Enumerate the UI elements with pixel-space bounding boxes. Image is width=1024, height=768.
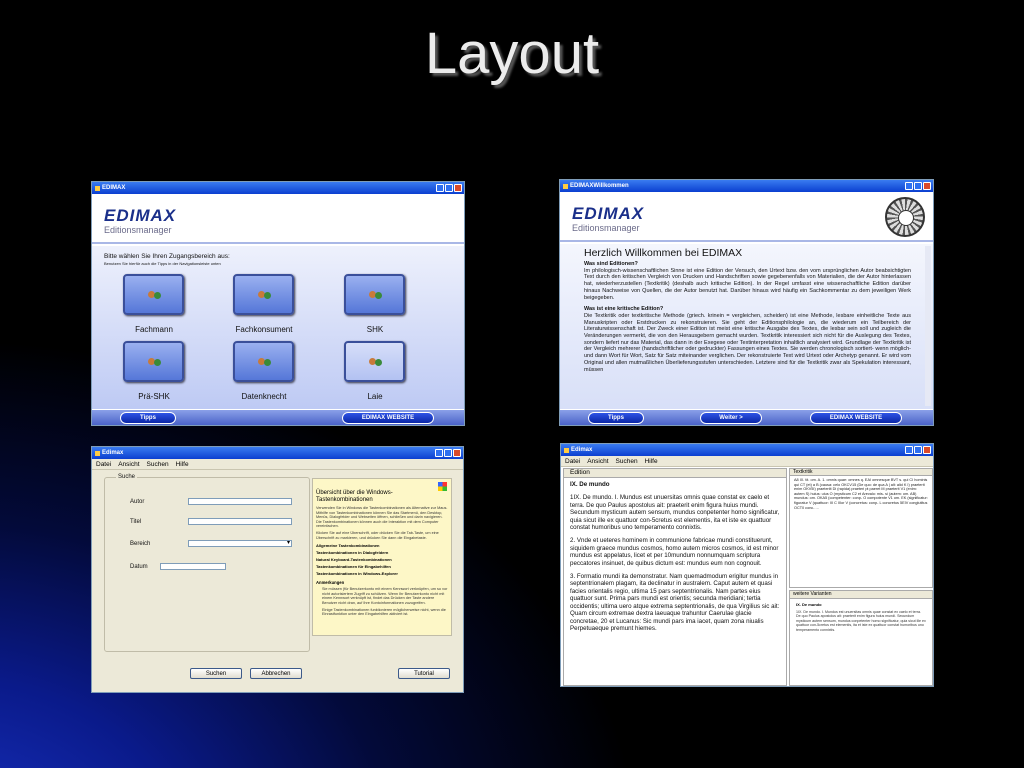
- help-link[interactable]: Allgemeine Tastenkombinationen: [316, 543, 380, 549]
- tile-label: Datenknecht: [241, 392, 287, 401]
- logo-subtitle: Editionsmanager: [572, 223, 640, 233]
- nav-bar: [92, 409, 464, 425]
- help-pane: [312, 478, 452, 636]
- access-area: [92, 246, 464, 425]
- help-link[interactable]: Tastenkombinationen für Eingabehilfen: [316, 564, 391, 570]
- users-icon: [369, 290, 383, 301]
- users-icon: [148, 357, 162, 368]
- menu-datei[interactable]: Datei: [565, 457, 581, 465]
- title-bar[interactable]: [561, 444, 933, 456]
- help-link[interactable]: Tastenkombinationen in Windows-Explorer: [316, 571, 398, 577]
- datum-field[interactable]: [160, 563, 226, 570]
- tab-varianten[interactable]: weitere Varianten: [790, 591, 932, 599]
- titel-field[interactable]: [188, 518, 292, 525]
- tile-label: Laie: [367, 392, 383, 401]
- window-title: Edimax: [571, 447, 593, 453]
- close-button[interactable]: [923, 182, 931, 190]
- window-title: EDIMAXWillkommen: [570, 183, 629, 189]
- minimize-button[interactable]: [905, 182, 913, 190]
- users-icon: [258, 357, 272, 368]
- menu-ansicht[interactable]: Ansicht: [118, 460, 140, 468]
- cancel-button[interactable]: Abbrechen: [250, 668, 302, 679]
- title-bar[interactable]: [560, 180, 933, 192]
- minimize-button[interactable]: [435, 449, 443, 457]
- edition-pane: [563, 468, 787, 686]
- tile-prae-shk[interactable]: [123, 341, 184, 382]
- app-icon: [95, 186, 100, 191]
- varianten-title: IX. De mundo: [796, 602, 822, 607]
- header-banner: [560, 192, 933, 242]
- menu-suchen[interactable]: Suchen: [615, 457, 638, 465]
- users-icon: [148, 290, 162, 301]
- maximize-button[interactable]: [914, 182, 922, 190]
- help-title: Übersicht über die Windows-Tastenkombinationen: [316, 490, 393, 503]
- edimax-welcome-window: [559, 179, 934, 426]
- tile-label: Fachmann: [135, 325, 173, 334]
- bereich-select[interactable]: [188, 540, 292, 547]
- maximize-button[interactable]: [445, 184, 453, 192]
- users-icon: [369, 357, 383, 368]
- autor-field[interactable]: [188, 498, 292, 505]
- varianten-pane: [789, 590, 933, 686]
- search-button[interactable]: Suchen: [190, 668, 242, 679]
- nav-bar: [560, 409, 933, 425]
- datum-label: Datum: [130, 564, 148, 570]
- menu-hilfe[interactable]: Hilfe: [175, 460, 189, 468]
- help-text: Verwenden Sie in Windows die Tastenkombinationen als Alternative zur Maus. Mithilfe von Tastenkombinationen können Sie das Startmenü, den Desktop, Menüs, Dialogfelder und Webseiten öffnen, schließen und darin navigieren. Die Tastenkombinationen können auch die Interaktion mit dem Computer vereinfachen.: [316, 506, 448, 529]
- tile-datenknecht[interactable]: [233, 341, 294, 382]
- access-hint: Benutzen Sie hierfür auch die Tipps in der Navigationsleiste unten: [104, 261, 221, 266]
- website-button[interactable]: EDIMAX WEBSITE: [810, 412, 902, 424]
- app-icon: [563, 184, 568, 189]
- note-item: Einige Tastenkombinationen funktionieren möglicherweise nicht, wenn die Einrastfunktion unter den Eingabehilfen aktiviert ist.: [322, 607, 446, 617]
- edition-text: [564, 478, 786, 635]
- maximize-button[interactable]: [914, 446, 922, 454]
- menu-datei[interactable]: Datei: [96, 460, 112, 468]
- notes-title[interactable]: Anmerkungen: [316, 580, 345, 586]
- header-banner: [92, 194, 464, 244]
- paragraph-2: 2. Vnde et ueteres hominem in communione fabricae mundi constituerunt, siquidem graece mundus cosmos, homo autem micros cosmos, id est minor mundus est appelatus, licet et per 10mundum nonnumquam scriptura peccatores insinuet, de quibus dictum est: mundus eum non cognouit.: [570, 537, 779, 567]
- welcome-heading: Herzlich Willkommen bei EDIMAX: [584, 247, 743, 259]
- search-group-label: Suche: [118, 474, 136, 480]
- minimize-button[interactable]: [905, 446, 913, 454]
- tile-fachkonsument[interactable]: [233, 274, 294, 315]
- edimax-search-window: [91, 446, 464, 693]
- close-button[interactable]: [923, 446, 931, 454]
- tile-fachmann[interactable]: [123, 274, 184, 315]
- chevron-down-icon: ▾: [286, 540, 290, 546]
- tile-label: Prä-SHK: [138, 392, 170, 401]
- tile-laie[interactable]: [344, 341, 405, 382]
- edimax-logo: EDIMAX: [572, 204, 645, 223]
- varianten-text: 1IX. De mundo. I. Mundus est unuersitas omnis quae constat ex caelo et terra. De quo Paulus apostolus ait: praeterit enim figura huius mundi. Secundum mysticum autem sensum, mundus conpetenter homo significatur, quia sicut ille ex quattuor con-5cretus est elementis, ita et iste ex quattuor constat humoribus uno temperamento connixtis.: [796, 610, 926, 632]
- answer-2: Die Textkritik oder textkritische Methode (griech. krinein = vergleichen, scheiden) ist eine Methode, lesbare einheitliche Texte aus Manuskripten oder Erstdrucken zu rekonstruieren. Sie geht der Editionsphilologie an, die wiederum ein Teilbereich der Literaturwissenschaft ist. Der Zweck einer Edition ist meist eine kritische Ausgabe des Textes, die lesbar sein soll und zugleich die Veränderungen vermerkt, die von den Herausgebern gemacht wurden. Textkritik interessiert sich nicht für die Auslegung des Textes, sondern liefert nur das Material, das dann in der Exegese oder Textinterpretation inhaltlich analysiert wird. Grundlage der Textkritik ist der Vergleich mehrerer (handschriftlicher oder gedruckter) Fassungen eines Textes. Sie werden chronologisch sortiert- wenn möglich-und dann Wort für Wort, Satz für Satz miteinander verglichen. Der rekonstruierte Text wird Urtext oder Archetyp genannt. Er wird vom Original und allen mutmaßlichen Überlieferungsstufen unterschieden. Letztere sind für die Textkritik zwar als Spekulation interessant, müssen: [584, 312, 911, 373]
- minimize-button[interactable]: [436, 184, 444, 192]
- chapter-title: IX. De mundo: [570, 481, 610, 488]
- website-button[interactable]: EDIMAX WEBSITE: [342, 412, 434, 424]
- titel-label: Titel: [130, 519, 142, 525]
- paragraph-3: 3. Formatio mundi ita demonstratur. Nam quemadmodum erigitur mundus in septentrionalem plagam, ita declinatur in australem. Caput autem et quasi facies orientalis regio, ultima 15 pars septentrionalis. Nam partes eius quattuor sunt. Prima pars mundi est orientis; secunda meridiani; tertia occidentis; ultima uero atque extrema septentrionalis, de qua Virgilius sic ait: Quam circum extremae dextra laeuaque trahuntur Caerulae glacie concretae, 20 et Lucanus: Sic mundi pars ima iacet, quam zona niualis Perpetuaeque premunt hiemes.: [570, 573, 780, 632]
- tab-edition[interactable]: Edition: [564, 469, 786, 478]
- welcome-text: [584, 261, 911, 409]
- answer-1: Im philologisch-wissenschaftlichen Sinne ist eine Edition der Versuch, den Urtext bzw. den vom ursprünglichen Autor beabsichtigten Text durch den kritischen Vergleich von Drucken und Handschriften sowie gegebenenfalls von Materialien, die der Autor hinterlassen hat, wiederherzustellen (Textkritik) (deshalb auch kritische Edition). In der Regel umfasst eine wissenschaftliche Edition darüber hinaus Nachweise von Quellen, die der Autor benutzt hat. Darüber hinaus wird häufig ein Sachkommentar zu dem jeweiligen Werk beigegeben.: [584, 267, 911, 301]
- textkritik-text: A8 IX. tit. om. A. 1. omnis quae: omnes q. EAI omnesque BVT s. qui CI hominis qui CT (et) a B (causa: celo OKCV15 (De quo: de qua A | alt: alid K I) praeterit enim OKV5I) praeteriit Di (rapida) praeteri pt paeret M praeterit V1 (enim: autem S) huius: uius O (mysticum C2 et Arevalo: mis- si (autem: om. AB) mundus: om. OKA5 (competenter: conp- O compotente V1 om. EK (significatur: figuratur V (quattuor: III C IIIor V (concretus: conp- L concretus 5EIV conglutitus OCT0 conc- ...: [794, 478, 928, 510]
- menu-bar: [92, 459, 463, 470]
- window-title: EDIMAX: [102, 185, 126, 191]
- close-button[interactable]: [454, 184, 462, 192]
- title-bar[interactable]: [92, 447, 463, 459]
- tips-button[interactable]: Tipps: [588, 412, 644, 424]
- menu-suchen[interactable]: Suchen: [146, 460, 169, 468]
- next-button[interactable]: Weiter >: [700, 412, 762, 424]
- slide-title: Layout: [424, 21, 600, 86]
- tab-textkritik[interactable]: Textkritik: [790, 469, 932, 476]
- edimax-access-window: [91, 181, 465, 426]
- note-item: Sie müssen (für Benutzerkonto mit einem Kennwort verknüpfen, um so vor nicht autorisiertem Zugriff zu schützen. Wenn Ihr Benutzerkonto nicht mit einem Kennwort verknüpft ist, findet das Drücken der Taste andere Benutzer nicht dran, auf Ihre Kontoinformationen zuzugreifen.: [322, 587, 448, 605]
- app-icon: [95, 451, 100, 456]
- edimax-edition-window: [560, 443, 934, 687]
- menu-bar: [561, 456, 933, 467]
- question-2: Was ist eine kritische Edition?: [584, 306, 664, 313]
- scrollbar[interactable]: [925, 246, 931, 406]
- maximize-button[interactable]: [444, 449, 452, 457]
- access-prompt: Bitte wählen Sie Ihren Zugangsbereich aus:: [104, 253, 230, 260]
- edimax-logo: EDIMAX: [104, 206, 177, 225]
- close-button[interactable]: [453, 449, 461, 457]
- window-title: Edimax: [102, 450, 124, 456]
- logo-subtitle: Editionsmanager: [104, 225, 172, 235]
- title-bar[interactable]: [92, 182, 464, 194]
- tutorial-button[interactable]: Tutorial: [398, 668, 450, 679]
- textkritik-pane: [789, 468, 933, 588]
- bereich-label: Bereich: [130, 541, 151, 547]
- tile-shk[interactable]: [344, 274, 405, 315]
- windows-logo-icon: [438, 482, 447, 491]
- welcome-area: [560, 244, 933, 425]
- question-1: Was sind Editionen?: [584, 261, 638, 267]
- autor-label: Autor: [130, 499, 145, 505]
- menu-ansicht[interactable]: Ansicht: [587, 457, 609, 465]
- app-icon: [564, 448, 569, 453]
- tile-label: SHK: [366, 325, 384, 334]
- help-text-2: Klicken Sie auf eine Überschrift, oder drücken Sie die Tab-Taste, um eine Überschrift zu markieren, und drücken Sie dann die Eingabetaste.: [316, 530, 439, 540]
- users-icon: [258, 290, 272, 301]
- help-link[interactable]: Tastenkombinationen in Dialogfeldern: [316, 550, 389, 556]
- seal-emblem-icon: [885, 197, 925, 237]
- tile-label: Fachkonsument: [235, 325, 293, 334]
- menu-hilfe[interactable]: Hilfe: [644, 457, 658, 465]
- help-link[interactable]: Natural Keyboard-Tastenkombinationen: [316, 557, 392, 563]
- paragraph-1: 1IX. De mundo. I. Mundus est unuersitas omnis quae constat ex caelo et terra. De quo Paulus apostolus ait: praeterit enim figura huius mundi. Secundum mysticum autem sensum, mundus conpetenter homo significatur, quia sicut ille ex quattuor con-5cretus est elementis, ita et iste ex quattuor constat humoribus uno temperamento connixtis.: [570, 494, 780, 532]
- tips-button[interactable]: Tipps: [120, 412, 176, 424]
